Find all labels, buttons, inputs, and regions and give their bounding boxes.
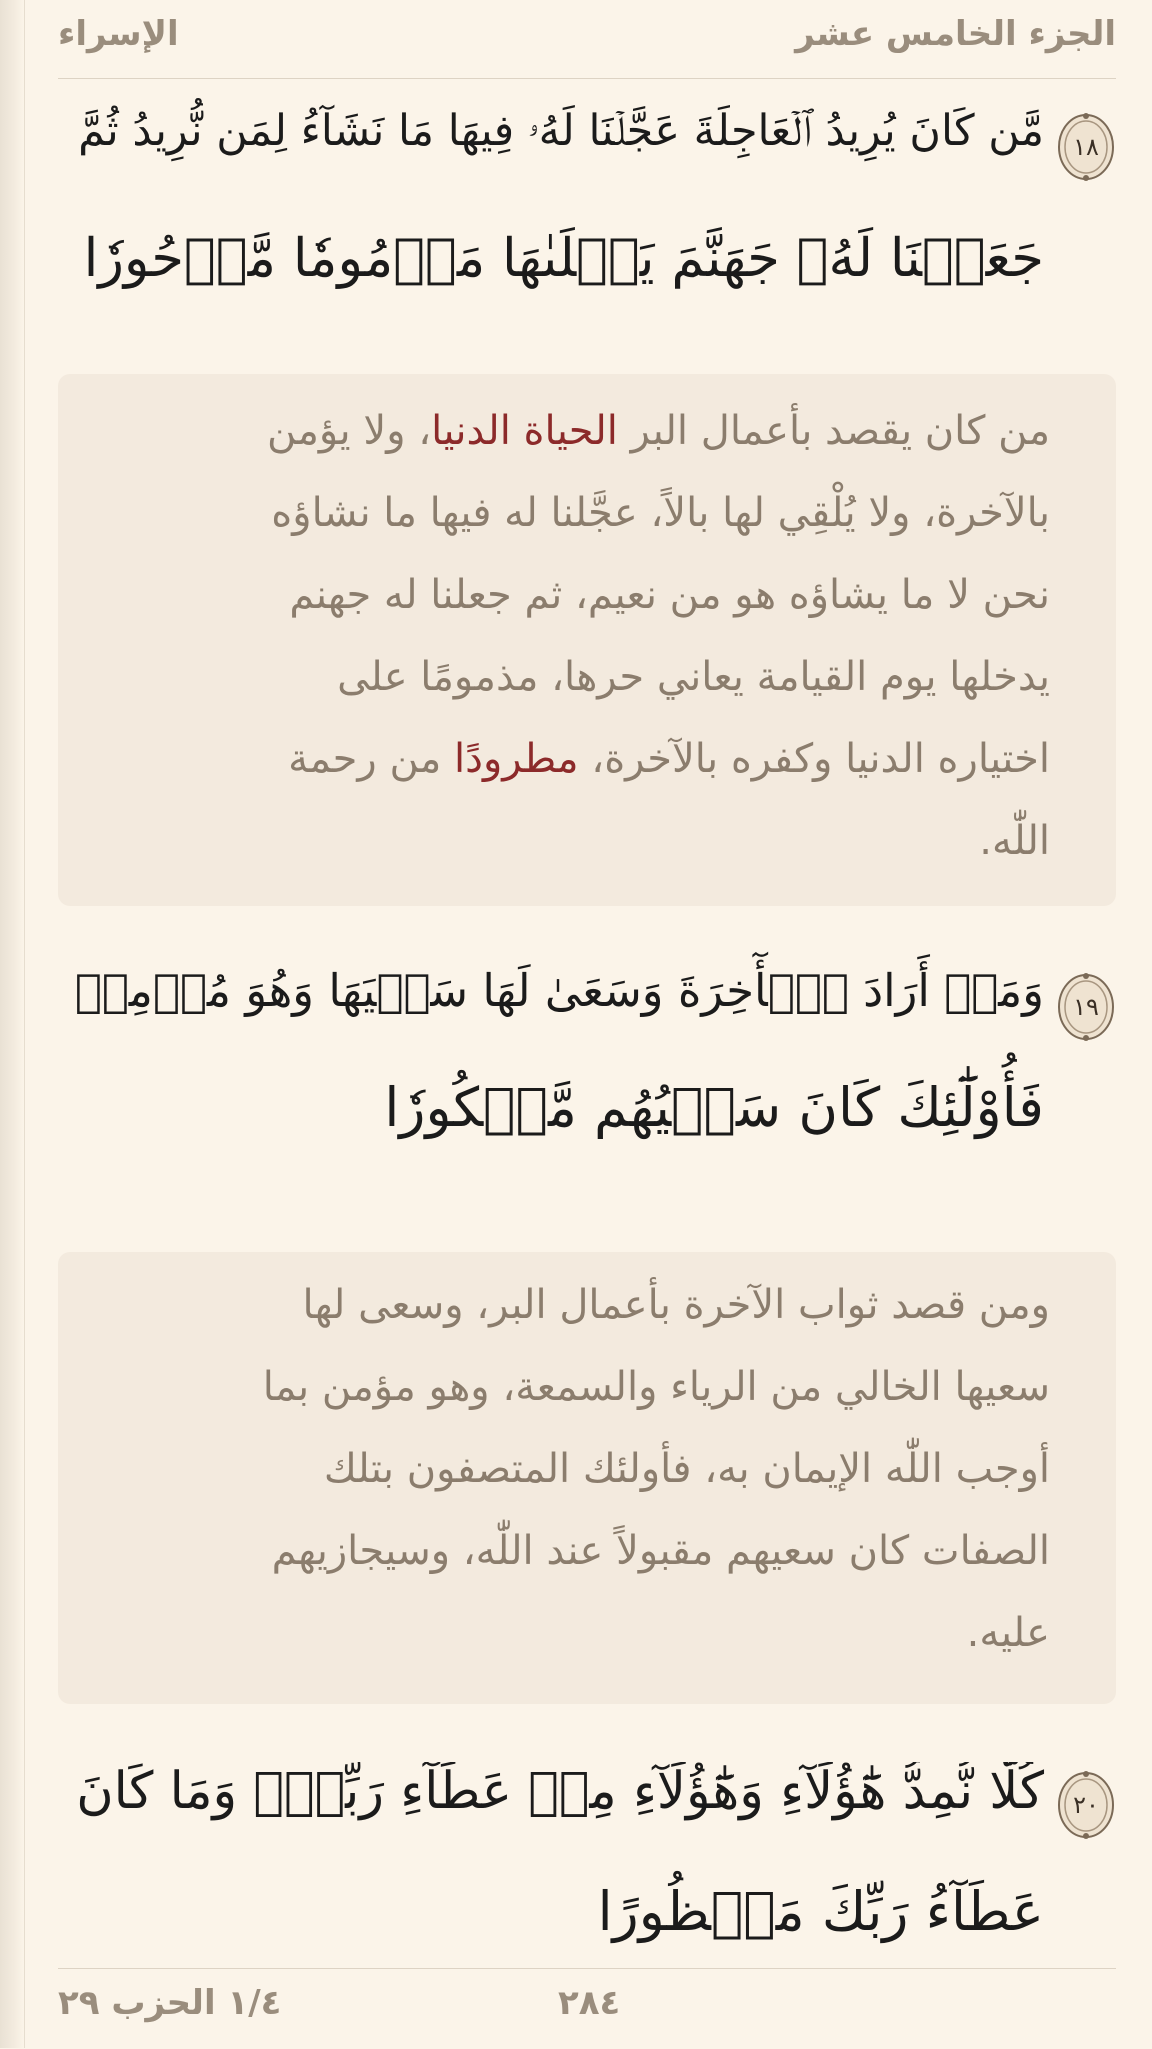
ayah-number-marker xyxy=(1056,112,1116,182)
tafsir-highlight: مطرودًا xyxy=(454,736,579,782)
juz-title: الجزء الخامس عشر xyxy=(795,14,1116,54)
tafsir-line: أوجب اللّٰه الإيمان به، فأولئك المتصفون بتلك xyxy=(323,1446,1050,1492)
tafsir-line: سعيها الخالي من الرياء والسمعة، وهو مؤمن بما xyxy=(262,1364,1050,1410)
page-footer xyxy=(58,1968,1116,2049)
page-spine xyxy=(0,0,25,2048)
tafsir-line: الصفات كان سعيهم مقبولاً عند اللّٰه، وسيجازيهم xyxy=(271,1528,1050,1574)
tafsir-line: اللّٰه. xyxy=(979,818,1050,864)
tafsir-line: من كان يقصد بأعمال البر الحياة الدنيا، ولا يؤمن xyxy=(267,408,1050,454)
ayah-number: ١٨ xyxy=(1073,133,1099,161)
ayah-number-marker xyxy=(1056,1770,1116,1840)
verse-18[interactable] xyxy=(58,96,1116,326)
surah-title: الإسراء xyxy=(58,14,179,54)
tafsir-highlight: الحياة الدنيا xyxy=(431,408,618,454)
page-number: ٢٨٤ xyxy=(558,1983,621,2023)
ayah-number: ٢٠ xyxy=(1073,1791,1099,1819)
page-header xyxy=(58,0,1116,79)
tafsir-line: عليه. xyxy=(966,1610,1050,1656)
hizb-indicator: ١/٤ الحزب ٢٩ xyxy=(58,1983,282,2023)
tafsir-line: اختياره الدنيا وكفره بالآخرة، مطرودًا من رحمة xyxy=(288,736,1050,782)
ayah-number: ١٩ xyxy=(1073,993,1099,1021)
verse-line: كُلّٗا نُّمِدُّ هَٰٓؤُلَآءِ وَهَٰٓؤُلَآءِ مِنۡ عَطَآءِ رَبِّكَۚ وَمَا كَانَ xyxy=(76,1762,1044,1821)
verse-line: مَّن كَانَ يُرِيدُ ٱلۡعَاجِلَةَ عَجَّلۡنَا لَهُۥ فِيهَا مَا نَشَآءُ لِمَن نُّرِيدُ ثُمَّ xyxy=(78,106,1044,156)
verse-line: جَعَلۡنَا لَهُۥ جَهَنَّمَ يَصۡلَىٰهَا مَذۡمُومٗا مَّدۡحُورٗا xyxy=(83,228,1044,289)
ayah-number-marker xyxy=(1056,972,1116,1042)
verse-20[interactable] xyxy=(58,1762,1116,1968)
tafsir-line: يدخلها يوم القيامة يعاني حرها، مذمومًا على xyxy=(337,654,1050,700)
tafsir-box-18[interactable] xyxy=(58,374,1116,906)
tafsir-line: بالآخرة، ولا يُلْقِي لها بالاً، عجَّلنا له فيها ما نشاؤه xyxy=(271,490,1050,536)
tafsir-line: نحن لا ما يشاؤه هو من نعيم، ثم جعلنا له جهنم xyxy=(289,572,1050,618)
verse-line: فَأُوْلَٰٓئِكَ كَانَ سَعۡيُهُم مَّشۡكُورٗا xyxy=(384,1076,1044,1139)
verse-line: وَمَنۡ أَرَادَ ٱلۡأٓخِرَةَ وَسَعَىٰ لَهَا سَعۡيَهَا وَهُوَ مُؤۡمِنٞ xyxy=(74,964,1044,1017)
tafsir-line: ومن قصد ثواب الآخرة بأعمال البر، وسعى لها xyxy=(302,1282,1050,1328)
tafsir-box-19[interactable] xyxy=(58,1252,1116,1704)
verse-line: عَطَآءُ رَبِّكَ مَحۡظُورًا xyxy=(597,1880,1044,1943)
verse-19[interactable] xyxy=(58,964,1116,1194)
